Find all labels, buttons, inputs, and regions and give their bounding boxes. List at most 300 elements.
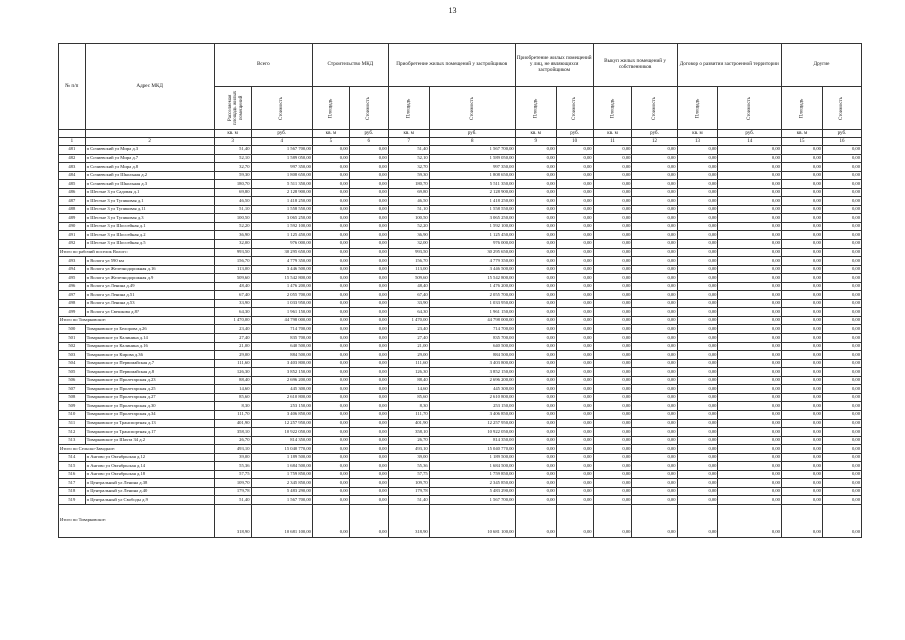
table-row <box>59 351 862 360</box>
cell-zero: 0,00 <box>312 393 349 402</box>
cell-zero: 0,00 <box>349 240 388 249</box>
cell-zero: 0,00 <box>781 342 822 351</box>
cell-zero: 0,00 <box>515 282 556 291</box>
row-address: Товарковское ул Шахта 34 д.2 <box>85 436 214 445</box>
units-row <box>59 130 862 138</box>
cell-zero: 0,00 <box>677 248 718 257</box>
table-row <box>59 154 862 163</box>
cell-zero: 0,00 <box>593 496 632 505</box>
cell-cost-total: 3 406 850,00 <box>251 410 312 419</box>
cell-area-developer: 52,20 <box>388 222 429 231</box>
cell-zero: 0,00 <box>632 402 677 411</box>
row-number: 498 <box>59 299 86 308</box>
cell-zero: 0,00 <box>312 496 349 505</box>
cell-area-developer: 88,40 <box>388 376 429 385</box>
header-area: Площадь <box>781 87 822 130</box>
cell-zero: 0,00 <box>556 428 593 437</box>
cell-cost-developer: 835 700,00 <box>429 334 515 343</box>
table-row <box>59 291 862 300</box>
cell-zero: 0,00 <box>677 299 718 308</box>
cell-cost-total: 1 567 700,00 <box>251 496 312 505</box>
unit-label: руб. <box>822 130 861 138</box>
cell-zero: 0,00 <box>632 308 677 317</box>
table-row <box>59 334 862 343</box>
cell-zero: 0,00 <box>718 308 781 317</box>
cell-zero: 0,00 <box>515 410 556 419</box>
cell-zero: 0,00 <box>515 274 556 283</box>
cell-zero: 0,00 <box>718 436 781 445</box>
cell-zero: 0,00 <box>349 351 388 360</box>
cell-zero: 0,00 <box>515 291 556 300</box>
cell-cost-total: 3 065 250,00 <box>251 214 312 223</box>
cell-cost-developer: 3 446 500,00 <box>429 265 515 274</box>
cell-zero: 0,00 <box>822 180 861 189</box>
cell-zero: 0,00 <box>677 334 718 343</box>
cell-zero: 0,00 <box>312 402 349 411</box>
cell-zero: 0,00 <box>312 299 349 308</box>
cell-zero: 0,00 <box>515 462 556 471</box>
cell-area-total: 14,60 <box>214 385 251 394</box>
cell-zero: 0,00 <box>556 222 593 231</box>
cell-cost-total: 1 759 850,00 <box>251 470 312 479</box>
cell-zero: 0,00 <box>312 197 349 206</box>
header-address: Адрес МКД <box>85 44 214 130</box>
cell-zero: 0,00 <box>822 299 861 308</box>
cell-zero: 0,00 <box>593 419 632 428</box>
cell-cost-total: 640 500,00 <box>251 342 312 351</box>
cell-zero: 0,00 <box>312 487 349 496</box>
cell-zero: 0,00 <box>349 334 388 343</box>
cell-zero: 0,00 <box>312 428 349 437</box>
cell-zero: 0,00 <box>677 419 718 428</box>
cell-zero: 0,00 <box>632 376 677 385</box>
cell-cost-total: 1 961 150,00 <box>251 308 312 317</box>
row-number: 485 <box>59 180 86 189</box>
row-number: 487 <box>59 197 86 206</box>
cell-zero: 0,00 <box>515 214 556 223</box>
column-number: 7 <box>388 138 429 146</box>
cell-zero: 0,00 <box>556 308 593 317</box>
cell-zero: 0,00 <box>718 393 781 402</box>
cell-zero: 0,00 <box>822 462 861 471</box>
header-total: Всего <box>214 44 312 87</box>
cell-zero: 0,00 <box>822 171 861 180</box>
cell-zero: 0,00 <box>822 205 861 214</box>
cell-area-total: 29,00 <box>214 351 251 360</box>
table-row <box>59 180 862 189</box>
header-cost: Стоимость <box>429 87 515 130</box>
table-row <box>59 171 862 180</box>
cell-area-total: 51,40 <box>214 496 251 505</box>
cell-zero: 0,00 <box>593 445 632 454</box>
cell-area-developer: 39,00 <box>388 453 429 462</box>
table-row <box>59 257 862 266</box>
cell-area-developer: 21,00 <box>388 342 429 351</box>
row-number: 503 <box>59 351 86 360</box>
cell-area-developer: 113,00 <box>388 265 429 274</box>
cell-zero: 0,00 <box>718 291 781 300</box>
cell-zero: 0,00 <box>593 197 632 206</box>
cell-zero: 0,00 <box>312 479 349 488</box>
page-number: 13 <box>448 6 457 15</box>
cell-area-developer: 111,70 <box>388 410 429 419</box>
cell-zero: 0,00 <box>556 282 593 291</box>
header-construction: Строительство МКД <box>312 44 388 87</box>
cell-cost-total: 2 610 800,00 <box>251 393 312 402</box>
row-number: 500 <box>59 325 86 334</box>
cell-zero: 0,00 <box>556 376 593 385</box>
cell-zero: 0,00 <box>349 282 388 291</box>
row-address: Товарковское ул Первомайская д.8 <box>85 368 214 377</box>
row-address: Товарковское ул Первомайская д.7 <box>85 359 214 368</box>
cell-area-developer: 32,70 <box>388 163 429 172</box>
cell-zero: 0,00 <box>515 154 556 163</box>
row-number: 486 <box>59 188 86 197</box>
cell-area-total: 32,00 <box>214 240 251 249</box>
cell-zero: 0,00 <box>312 419 349 428</box>
cell-zero: 0,00 <box>349 154 388 163</box>
cell-area-developer: 55,36 <box>388 462 429 471</box>
row-address: п Волога ул Ленина д.53 <box>85 299 214 308</box>
cell-area-developer: 14,60 <box>388 385 429 394</box>
cell-zero: 0,00 <box>556 462 593 471</box>
cell-zero: 0,00 <box>781 205 822 214</box>
cell-zero: 0,00 <box>556 180 593 189</box>
cell-zero: 0,00 <box>312 248 349 257</box>
cell-zero: 0,00 <box>593 257 632 266</box>
table-row <box>59 487 862 496</box>
header-territory: Договор о развитии застроенной территории <box>677 44 781 87</box>
cell-zero: 0,00 <box>632 445 677 454</box>
cell-area-developer: 111,60 <box>388 359 429 368</box>
subtotal-row <box>59 504 862 537</box>
cell-cost-total: 976 000,00 <box>251 240 312 249</box>
cell-zero: 0,00 <box>718 240 781 249</box>
cell-zero: 0,00 <box>781 410 822 419</box>
cell-zero: 0,00 <box>556 368 593 377</box>
cell-zero: 0,00 <box>718 453 781 462</box>
cell-zero: 0,00 <box>593 368 632 377</box>
cell-cost-developer: 1 592 100,00 <box>429 222 515 231</box>
cell-cost-developer: 1 684 500,00 <box>429 462 515 471</box>
row-number: 490 <box>59 222 86 231</box>
cell-area-total: 318,90 <box>214 504 251 537</box>
cell-zero: 0,00 <box>349 436 388 445</box>
cell-cost-total: 2 696 200,00 <box>251 376 312 385</box>
cell-zero: 0,00 <box>556 504 593 537</box>
cell-zero: 0,00 <box>718 479 781 488</box>
header-cost: Стоимость <box>556 87 593 130</box>
row-address: п Шестые 3 ул Шоссейная д.2 <box>85 231 214 240</box>
cell-area-developer: 67,40 <box>388 291 429 300</box>
row-number: 508 <box>59 393 86 402</box>
cell-zero: 0,00 <box>349 231 388 240</box>
cell-zero: 0,00 <box>593 265 632 274</box>
row-number: 514 <box>59 453 86 462</box>
cell-cost-total: 15 040 770,00 <box>251 445 312 454</box>
cell-zero: 0,00 <box>822 487 861 496</box>
cell-zero: 0,00 <box>312 376 349 385</box>
cell-zero: 0,00 <box>556 419 593 428</box>
table-row <box>59 419 862 428</box>
cell-zero: 0,00 <box>349 402 388 411</box>
cell-zero: 0,00 <box>632 197 677 206</box>
cell-zero: 0,00 <box>593 462 632 471</box>
cell-area-total: 36,90 <box>214 231 251 240</box>
cell-zero: 0,00 <box>632 154 677 163</box>
cell-zero: 0,00 <box>349 205 388 214</box>
cell-zero: 0,00 <box>556 359 593 368</box>
cell-area-developer: 179,78 <box>388 487 429 496</box>
cell-zero: 0,00 <box>556 274 593 283</box>
cell-zero: 0,00 <box>312 325 349 334</box>
cell-zero: 0,00 <box>349 248 388 257</box>
cell-area-total: 33,90 <box>214 299 251 308</box>
cell-zero: 0,00 <box>781 402 822 411</box>
cell-area-developer: 57,75 <box>388 470 429 479</box>
cell-zero: 0,00 <box>593 385 632 394</box>
row-number: 519 <box>59 496 86 505</box>
table-row <box>59 265 862 274</box>
cell-zero: 0,00 <box>593 470 632 479</box>
cell-zero: 0,00 <box>593 248 632 257</box>
header-cost: Стоимость <box>632 87 677 130</box>
cell-zero: 0,00 <box>677 171 718 180</box>
cell-area-total: 493,10 <box>214 445 251 454</box>
cell-zero: 0,00 <box>822 334 861 343</box>
cell-zero: 0,00 <box>822 410 861 419</box>
column-number: 9 <box>515 138 556 146</box>
row-address: п Ангово ул Октябрьская д.12 <box>85 453 214 462</box>
cell-area-developer: 46,50 <box>388 197 429 206</box>
cell-area-developer: 180,70 <box>388 180 429 189</box>
cell-zero: 0,00 <box>593 487 632 496</box>
cell-zero: 0,00 <box>718 351 781 360</box>
cell-cost-developer: 976 000,00 <box>429 240 515 249</box>
cell-zero: 0,00 <box>718 171 781 180</box>
header-other: Другие <box>781 44 861 87</box>
cell-zero: 0,00 <box>718 299 781 308</box>
cell-zero: 0,00 <box>822 325 861 334</box>
cell-zero: 0,00 <box>718 385 781 394</box>
cell-zero: 0,00 <box>677 402 718 411</box>
row-number: 510 <box>59 410 86 419</box>
table-row <box>59 436 862 445</box>
cell-zero: 0,00 <box>515 205 556 214</box>
cell-zero: 0,00 <box>632 359 677 368</box>
cell-zero: 0,00 <box>718 368 781 377</box>
row-number: 513 <box>59 436 86 445</box>
cell-zero: 0,00 <box>515 257 556 266</box>
cell-zero: 0,00 <box>822 496 861 505</box>
cell-zero: 0,00 <box>632 368 677 377</box>
cell-zero: 0,00 <box>677 180 718 189</box>
header-area: Площадь <box>388 87 429 130</box>
row-address: п Сочиевский ул Мира д.8 <box>85 163 214 172</box>
cell-zero: 0,00 <box>593 504 632 537</box>
cell-zero: 0,00 <box>718 188 781 197</box>
cell-area-developer: 8,30 <box>388 402 429 411</box>
cell-zero: 0,00 <box>593 376 632 385</box>
header-area: Площадь <box>677 87 718 130</box>
row-number: 504 <box>59 359 86 368</box>
unit-label: руб. <box>429 130 515 138</box>
row-number: 505 <box>59 368 86 377</box>
cell-zero: 0,00 <box>556 299 593 308</box>
column-number: 6 <box>349 138 388 146</box>
cell-area-total: 26,70 <box>214 436 251 445</box>
cell-zero: 0,00 <box>312 240 349 249</box>
cell-zero: 0,00 <box>312 436 349 445</box>
cell-zero: 0,00 <box>556 197 593 206</box>
column-number: 10 <box>556 138 593 146</box>
row-number: 515 <box>59 462 86 471</box>
cell-zero: 0,00 <box>556 205 593 214</box>
cell-cost-total: 30 295 650,00 <box>251 248 312 257</box>
cell-zero: 0,00 <box>677 487 718 496</box>
cell-zero: 0,00 <box>822 222 861 231</box>
cell-area-total: 113,00 <box>214 265 251 274</box>
header-cost: Стоимость <box>718 87 781 130</box>
row-address: Товарковское ул Пролетарская д.25 <box>85 385 214 394</box>
cell-zero: 0,00 <box>822 470 861 479</box>
column-number: 1 <box>59 138 86 146</box>
table-row <box>59 299 862 308</box>
row-address: Товарковское ул Транспортная д.17 <box>85 428 214 437</box>
cell-cost-developer: 1 189 500,00 <box>429 453 515 462</box>
cell-zero: 0,00 <box>556 265 593 274</box>
row-number: 518 <box>59 487 86 496</box>
cell-area-total: 23,40 <box>214 325 251 334</box>
cell-zero: 0,00 <box>677 385 718 394</box>
cell-area-developer: 318,90 <box>388 504 429 537</box>
cell-zero: 0,00 <box>556 188 593 197</box>
cell-zero: 0,00 <box>349 257 388 266</box>
row-address: п Волога ул Ленина д.51 <box>85 291 214 300</box>
subtotal-row <box>59 316 862 325</box>
cell-zero: 0,00 <box>822 419 861 428</box>
cell-zero: 0,00 <box>822 197 861 206</box>
column-number: 8 <box>429 138 515 146</box>
cell-cost-developer: 12 257 950,00 <box>429 419 515 428</box>
cell-zero: 0,00 <box>312 146 349 155</box>
cell-area-total: 59,30 <box>214 171 251 180</box>
table-row <box>59 496 862 505</box>
cell-zero: 0,00 <box>556 453 593 462</box>
cell-zero: 0,00 <box>781 299 822 308</box>
cell-cost-developer: 1 558 550,00 <box>429 205 515 214</box>
cell-zero: 0,00 <box>312 351 349 360</box>
cell-zero: 0,00 <box>593 325 632 334</box>
table-row <box>59 359 862 368</box>
cell-zero: 0,00 <box>781 334 822 343</box>
cell-cost-developer: 3 065 250,00 <box>429 214 515 223</box>
cell-cost-developer: 2 610 800,00 <box>429 393 515 402</box>
cell-zero: 0,00 <box>718 222 781 231</box>
cell-zero: 0,00 <box>349 214 388 223</box>
cell-zero: 0,00 <box>556 487 593 496</box>
cell-zero: 0,00 <box>822 385 861 394</box>
cell-zero: 0,00 <box>593 402 632 411</box>
cell-zero: 0,00 <box>556 385 593 394</box>
row-address: п Шестые 3 ул Садовая д.1 <box>85 188 214 197</box>
cell-zero: 0,00 <box>349 453 388 462</box>
cell-area-total: 69,80 <box>214 188 251 197</box>
row-number: 512 <box>59 428 86 437</box>
cell-zero: 0,00 <box>632 334 677 343</box>
cell-area-total: 401,90 <box>214 419 251 428</box>
cell-cost-developer: 445 300,00 <box>429 385 515 394</box>
cell-zero: 0,00 <box>781 445 822 454</box>
unit-label: кв. м <box>388 130 429 138</box>
row-number: 482 <box>59 154 86 163</box>
cell-zero: 0,00 <box>718 248 781 257</box>
cell-zero: 0,00 <box>677 214 718 223</box>
cell-zero: 0,00 <box>349 487 388 496</box>
cell-zero: 0,00 <box>312 470 349 479</box>
header-cost: Стоимость <box>349 87 388 130</box>
cell-zero: 0,00 <box>515 248 556 257</box>
cell-zero: 0,00 <box>677 351 718 360</box>
cell-zero: 0,00 <box>515 504 556 537</box>
cell-zero: 0,00 <box>632 257 677 266</box>
row-number: 483 <box>59 163 86 172</box>
cell-cost-developer: 1 759 850,00 <box>429 470 515 479</box>
cell-zero: 0,00 <box>632 214 677 223</box>
cell-zero: 0,00 <box>556 146 593 155</box>
cell-zero: 0,00 <box>349 496 388 505</box>
cell-cost-total: 44 798 000,00 <box>251 316 312 325</box>
row-number: 495 <box>59 274 86 283</box>
cell-zero: 0,00 <box>593 163 632 172</box>
cell-zero: 0,00 <box>781 222 822 231</box>
cell-zero: 0,00 <box>515 351 556 360</box>
cell-zero: 0,00 <box>718 462 781 471</box>
cell-zero: 0,00 <box>556 248 593 257</box>
cell-zero: 0,00 <box>312 188 349 197</box>
cell-zero: 0,00 <box>781 240 822 249</box>
cell-zero: 0,00 <box>781 351 822 360</box>
cell-zero: 0,00 <box>593 240 632 249</box>
cell-zero: 0,00 <box>632 163 677 172</box>
cell-cost-total: 1 033 950,00 <box>251 299 312 308</box>
cell-zero: 0,00 <box>718 470 781 479</box>
table-row <box>59 188 862 197</box>
cell-zero: 0,00 <box>718 214 781 223</box>
cell-zero: 0,00 <box>718 205 781 214</box>
column-number: 14 <box>718 138 781 146</box>
cell-zero: 0,00 <box>781 257 822 266</box>
cell-zero: 0,00 <box>677 453 718 462</box>
column-number: 16 <box>822 138 861 146</box>
cell-zero: 0,00 <box>556 240 593 249</box>
cell-zero: 0,00 <box>781 359 822 368</box>
cell-zero: 0,00 <box>556 257 593 266</box>
cell-zero: 0,00 <box>312 316 349 325</box>
cell-zero: 0,00 <box>718 487 781 496</box>
cell-zero: 0,00 <box>312 231 349 240</box>
cell-zero: 0,00 <box>312 257 349 266</box>
cell-zero: 0,00 <box>822 154 861 163</box>
cell-zero: 0,00 <box>822 453 861 462</box>
table-row <box>59 222 862 231</box>
cell-area-total: 179,78 <box>214 487 251 496</box>
cell-cost-total: 3 403 800,00 <box>251 359 312 368</box>
cell-zero: 0,00 <box>556 470 593 479</box>
cell-area-total: 52,10 <box>214 154 251 163</box>
cell-zero: 0,00 <box>677 308 718 317</box>
header-buyout: Выкуп жилых помещений у собственников <box>593 44 677 87</box>
